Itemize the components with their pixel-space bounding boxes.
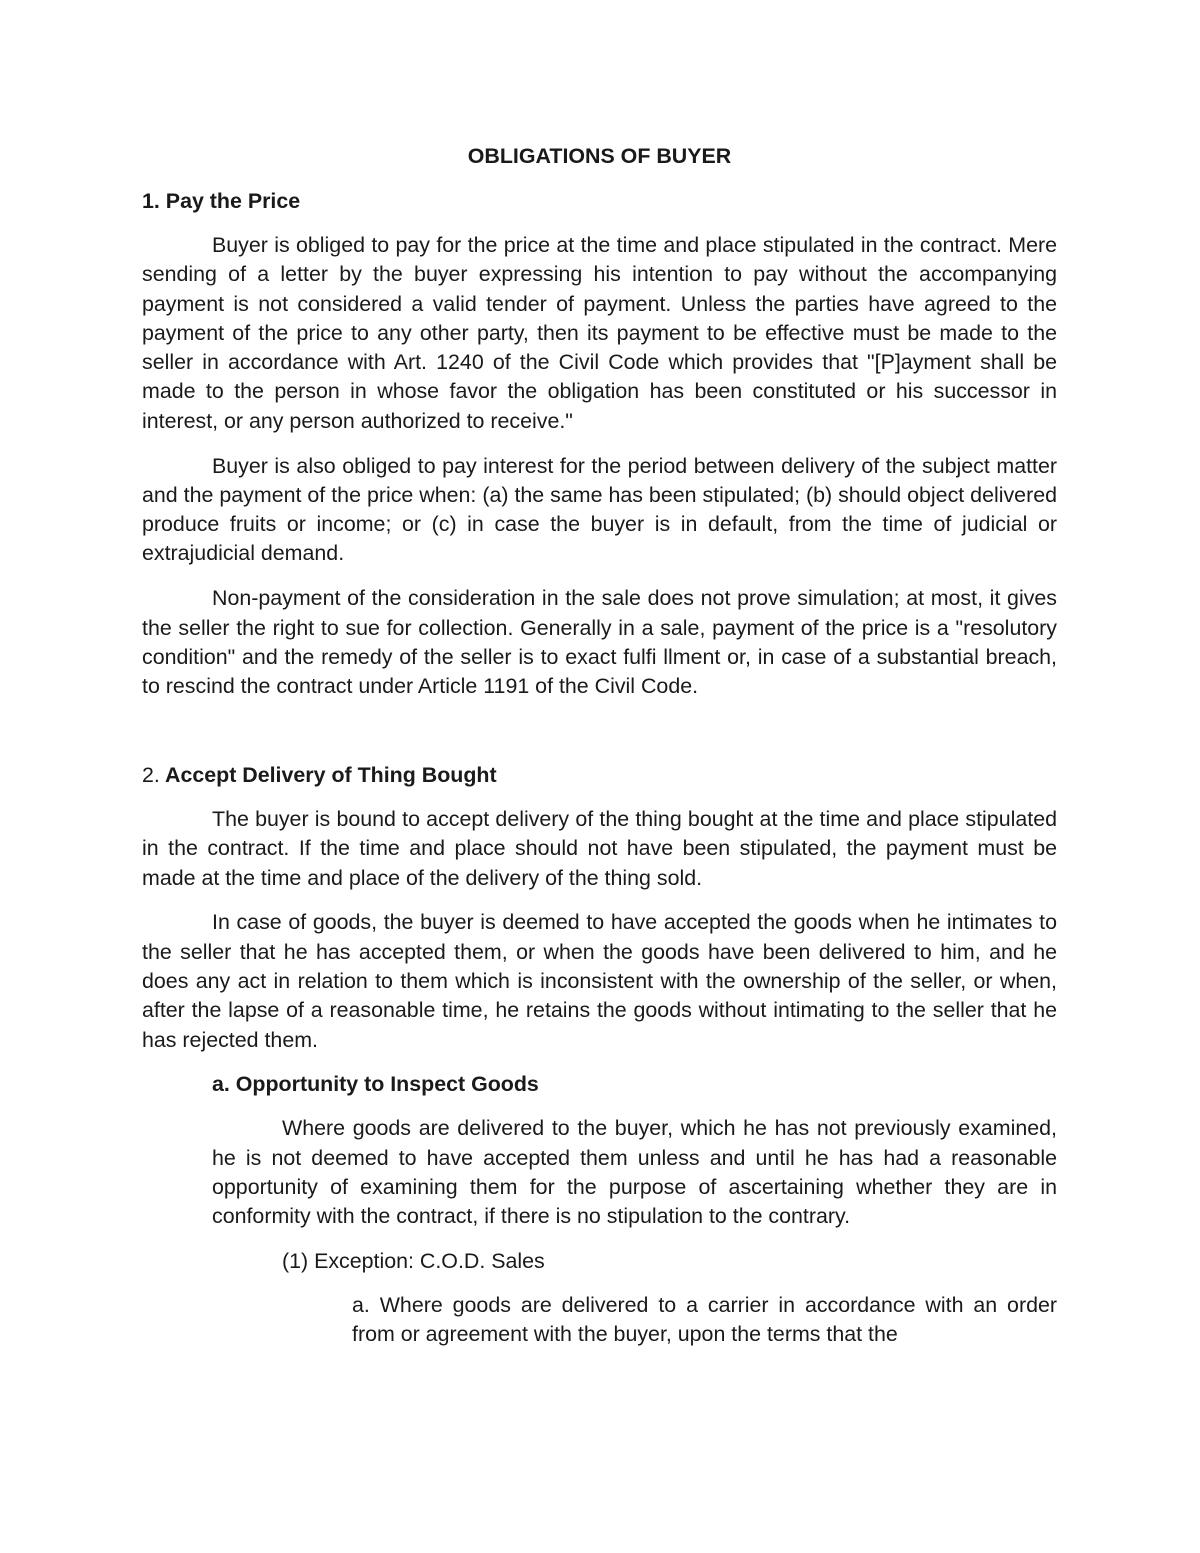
exception-heading: (1) Exception: C.O.D. Sales xyxy=(282,1249,545,1274)
section-2-paragraph: The buyer is bound to accept delivery of the thing bought at the time and place stipulated in the contract. If the time and place should not have been stipulated, the payment must be made at the time and place of the delivery of the thing sold. xyxy=(142,806,1057,890)
subsection-a xyxy=(212,1070,1057,1231)
section-2-title: Accept Delivery of Thing Bought xyxy=(165,762,497,787)
section-1-heading xyxy=(142,187,1057,216)
section-1-paragraph: Buyer is obliged to pay for the price at the time and place stipulated in the contract. Mere sending of a letter by the buyer expressing his intention to pay without the accompanying payment is not considered a valid tender of payment. Unless the parties have agreed to the payment of the price to any other party, then its payment to be effective must be made to the seller in accordance with Art. 1240 of the Civil Code which provides that "[P]ayment shall be made to the person in whose favor the obligation has been constituted or his successor in interest, or any person authorized to receive." xyxy=(142,233,1057,433)
exception-block xyxy=(282,1247,1057,1276)
section-1-paragraph: Buyer is also obliged to pay interest for the period between delivery of the subject matter and the payment of the price when: (a) the same has been stipulated; (b) should object delivered produce fruits or income; or (c) in case the buyer is in default, from the time of judicial or extrajudicial demand. xyxy=(142,453,1057,566)
subsection-a-heading: a. Opportunity to Inspect Goods xyxy=(212,1072,539,1097)
document-title: OBLIGATIONS OF BUYER xyxy=(467,144,732,168)
section-1-number: 1. xyxy=(142,189,160,213)
exception-item-a-text: a. Where goods are delivered to a carrier in accordance with an order from or agreement with the buyer, upon the terms that the xyxy=(352,1293,1057,1347)
section-1-paragraph: Non-payment of the consideration in the sale does not prove simulation; at most, it gives the seller the right to sue for collection. Generally in a sale, payment of the price is a "resolutory condition" and the remedy of the seller is to exact fulfi llment or, in case of a substantial breach, to rescind the contract under Article 1191 of the Civil Code. xyxy=(142,586,1057,699)
document-body xyxy=(142,142,1057,1365)
section-2-number: 2. xyxy=(142,762,160,787)
section-2-heading xyxy=(142,761,1057,790)
subsection-a-paragraph: Where goods are delivered to the buyer, which he has not previously examined, he is not deemed to have accepted them unless and until he has had a reasonable opportunity of examining them for the purpose of ascertaining whether they are in conformity with the contract, if there is no stipulation to the contrary. xyxy=(212,1116,1057,1229)
section-1-title: Pay the Price xyxy=(165,189,301,213)
section-spacer xyxy=(142,717,1057,761)
exception-item-a xyxy=(352,1291,1057,1350)
section-2-paragraph: In case of goods, the buyer is deemed to have accepted the goods when he intimates to the seller that he has accepted them, or when the goods have been delivered to him, and he does any act in relation to them which is inconsistent with the ownership of the seller, or when, after the lapse of a reasonable time, he retains the goods without intimating to the seller that he has rejected them. xyxy=(142,910,1057,1052)
